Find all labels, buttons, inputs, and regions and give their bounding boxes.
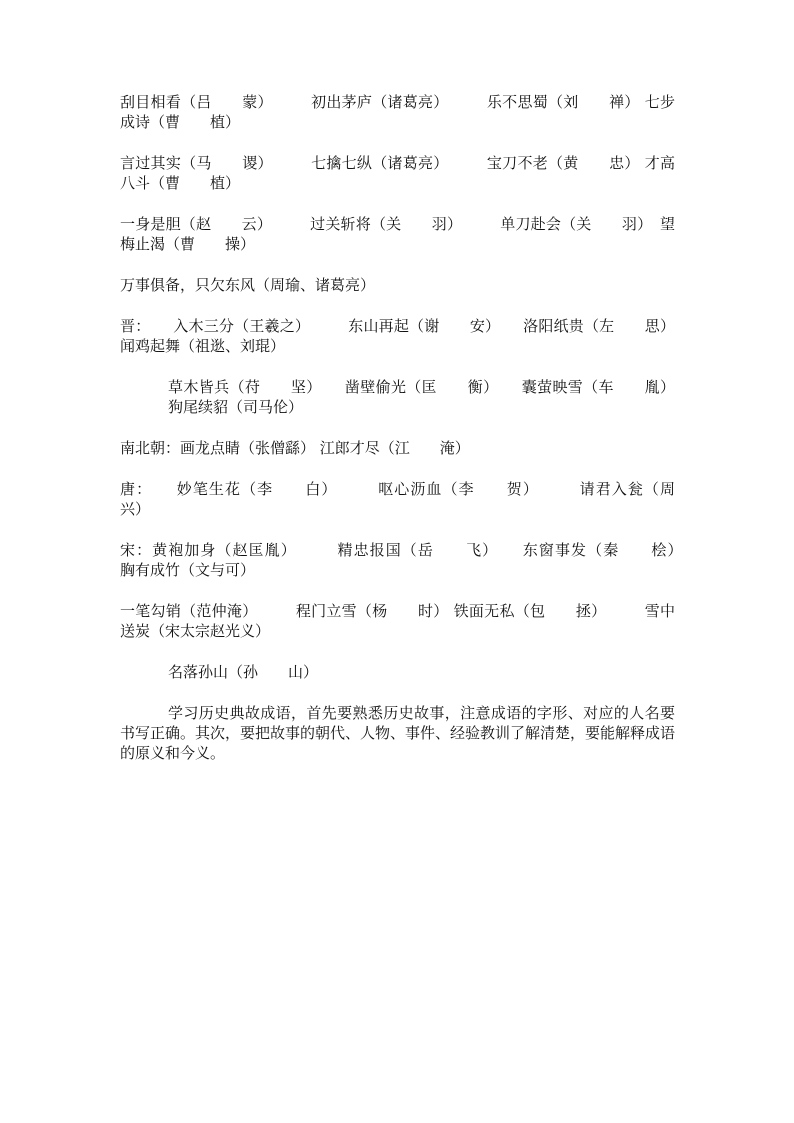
idiom-line-jin-1: 晋： 入木三分（王羲之） 东山再起（谢 安） 洛阳纸贵（左 思） 闻鸡起舞（祖逖、刘琨） [120, 317, 680, 355]
idiom-line-song-1: 宋：黄袍加身（赵匡胤） 精忠报国（岳 飞） 东窗事发（秦 桧） 胸有成竹（文与可） [120, 541, 706, 579]
idiom-line-southern-northern: 南北朝：画龙点睛（张僧繇） 江郎才尽（江 淹） [120, 439, 470, 457]
document-body [120, 92, 706, 784]
summary-paragraph: 学习历史典故成语，首先要熟悉历史故事，注意成语的字形、对应的人名要书写正确。其次，要把故事的朝代、人物、事件、经验教训了解清楚，要能解释成语的原义和今义。 [120, 704, 676, 762]
idiom-line-three-kingdoms-1: 刮目相看（吕 蒙） 初出茅庐（诸葛亮） 乐不思蜀（刘 禅） 七步成诗（曹 植） [120, 93, 675, 131]
idiom-line-jin-2: 草木皆兵（苻 坚） 凿壁偷光（匡 衡） 囊萤映雪（车 胤） 狗尾续貂（司马伦） [168, 378, 680, 416]
idiom-line-song-2: 一笔勾销（范仲淹） 程门立雪（杨 时） 铁面无私（包 拯） 雪中送炭（宋太宗赵光义） [120, 602, 675, 640]
idiom-line-three-kingdoms-2: 言过其实（马 谡） 七擒七纵（诸葛亮） 宝刀不老（黄 忠） 才高八斗（曹 植） [120, 154, 675, 192]
idiom-line-song-3: 名落孙山（孙 山） [168, 663, 319, 681]
idiom-line-tang: 唐： 妙笔生花（李 白） 呕心沥血（李 贺） 请君入瓮（周 兴） [120, 480, 706, 518]
idiom-line-three-kingdoms-3: 一身是胆（赵 云） 过关斩将（关 羽） 单刀赴会（关 羽） 望梅止渴（曹 操） [120, 215, 675, 253]
idiom-line-three-kingdoms-4: 万事俱备，只欠东风（周瑜、诸葛亮） [120, 276, 376, 294]
